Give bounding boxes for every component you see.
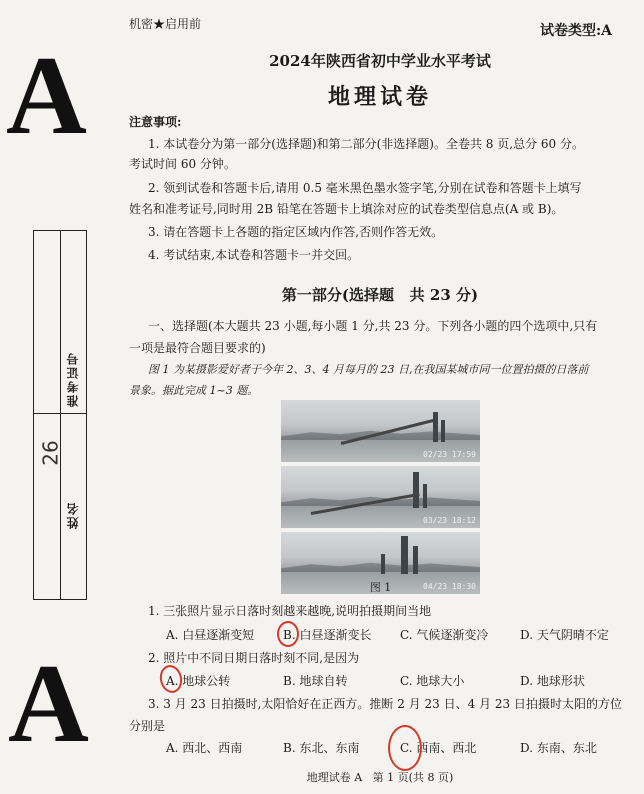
photo-stamp-mar: 03/23 18:12 (423, 516, 476, 525)
exam-id-label: 准考证号 (66, 351, 80, 407)
question-1-stem: 1. 三张照片显示日落时刻越来越晚,说明拍摄期间当地 (148, 604, 432, 618)
part1-intro-2: 一项是最符合题目要求的) (129, 341, 266, 355)
secret-label: 机密★启用前 (129, 17, 202, 31)
paper-type: 试卷类型:A (540, 23, 613, 39)
candidate-info-box (33, 230, 87, 600)
q1-option-d: D. 天气阴晴不定 (520, 628, 609, 642)
part1-heading: 第一部分(选择题 共 23 分) (281, 286, 479, 304)
q2-option-b: B. 地球自转 (283, 674, 348, 688)
question-3-stem: 3. 3 月 23 日拍摄时,太阳恰好在正西方。推断 2 月 23 日、4 月 23 日拍摄时太阳的方位 (148, 697, 622, 711)
sunset-photo-mar (281, 466, 480, 528)
note-line-5: 3. 请在答题卡上各题的指定区域内作答,否则作答无效。 (148, 225, 444, 239)
note-line-2: 考试时间 60 分钟。 (129, 157, 236, 171)
photo-stamp-apr: 04/23 18:30 (423, 582, 476, 591)
answer-circle-q1-b (277, 621, 299, 647)
q1-option-a: A. 白昼逐渐变短 (166, 628, 255, 642)
handwritten-name: 26 (38, 440, 63, 466)
q3-option-c: C. 西南、西北 (400, 741, 477, 755)
name-label: 姓名 (66, 501, 80, 529)
q3-option-b: B. 东北、东南 (283, 741, 360, 755)
q2-option-a: A. 地球公转 (166, 674, 231, 688)
notes-heading: 注意事项: (129, 115, 182, 129)
question-3-stem-cont: 分别是 (129, 719, 166, 733)
answer-circle-q2-a (157, 663, 184, 695)
photo-stamp-feb: 02/23 17:59 (423, 450, 476, 459)
context-line-1: 图 1 为某摄影爱好者于今年 2、3、4 月每月的 23 日,在我国某城市同一位置拍摄的日落前 (148, 363, 589, 376)
big-letter-a-top: A (6, 34, 87, 158)
note-line-6: 4. 考试结束,本试卷和答题卡一并交回。 (148, 248, 360, 262)
note-line-1: 1. 本试卷分为第一部分(选择题)和第二部分(非选择题)。全卷共 8 页,总分 60 分。 (148, 137, 584, 151)
exam-title: 2024年陕西省初中学业水平考试 (269, 52, 491, 70)
sunset-photo-feb (281, 400, 480, 462)
q3-option-d: D. 东南、东北 (520, 741, 597, 755)
figure-caption: 图 1 (369, 581, 392, 594)
part1-intro-1: 一、选择题(本大题共 23 小题,每小题 1 分,共 23 分。下列各小题的四个选项中,只有 (148, 319, 598, 333)
note-line-4: 姓名和准考证号,同时用 2B 铅笔在答题卡上填涂对应的试卷类型信息点(A 或 B)。 (129, 202, 564, 216)
page-footer: 地理试卷 A 第 1 页(共 8 页) (306, 771, 454, 784)
big-letter-a-bottom: A (8, 642, 89, 766)
q3-option-a: A. 西北、西南 (166, 741, 243, 755)
subject-title: 地理试卷 (327, 84, 432, 110)
figure-1-photos (281, 400, 480, 596)
note-line-3: 2. 领到试卷和答题卡后,请用 0.5 毫米黑色墨水签字笔,分别在试卷和答题卡上填写 (148, 181, 582, 195)
context-line-2: 景象。据此完成 1~3 题。 (129, 384, 259, 397)
q1-option-c: C. 气候逐渐变冷 (400, 628, 489, 642)
answer-circle-q3-c (388, 725, 422, 771)
q2-option-c: C. 地球大小 (400, 674, 465, 688)
q2-option-d: D. 地球形状 (520, 674, 585, 688)
q1-option-b: B. 白昼逐渐变长 (283, 628, 372, 642)
question-2-stem: 2. 照片中不同日期日落时刻不同,是因为 (148, 651, 360, 665)
